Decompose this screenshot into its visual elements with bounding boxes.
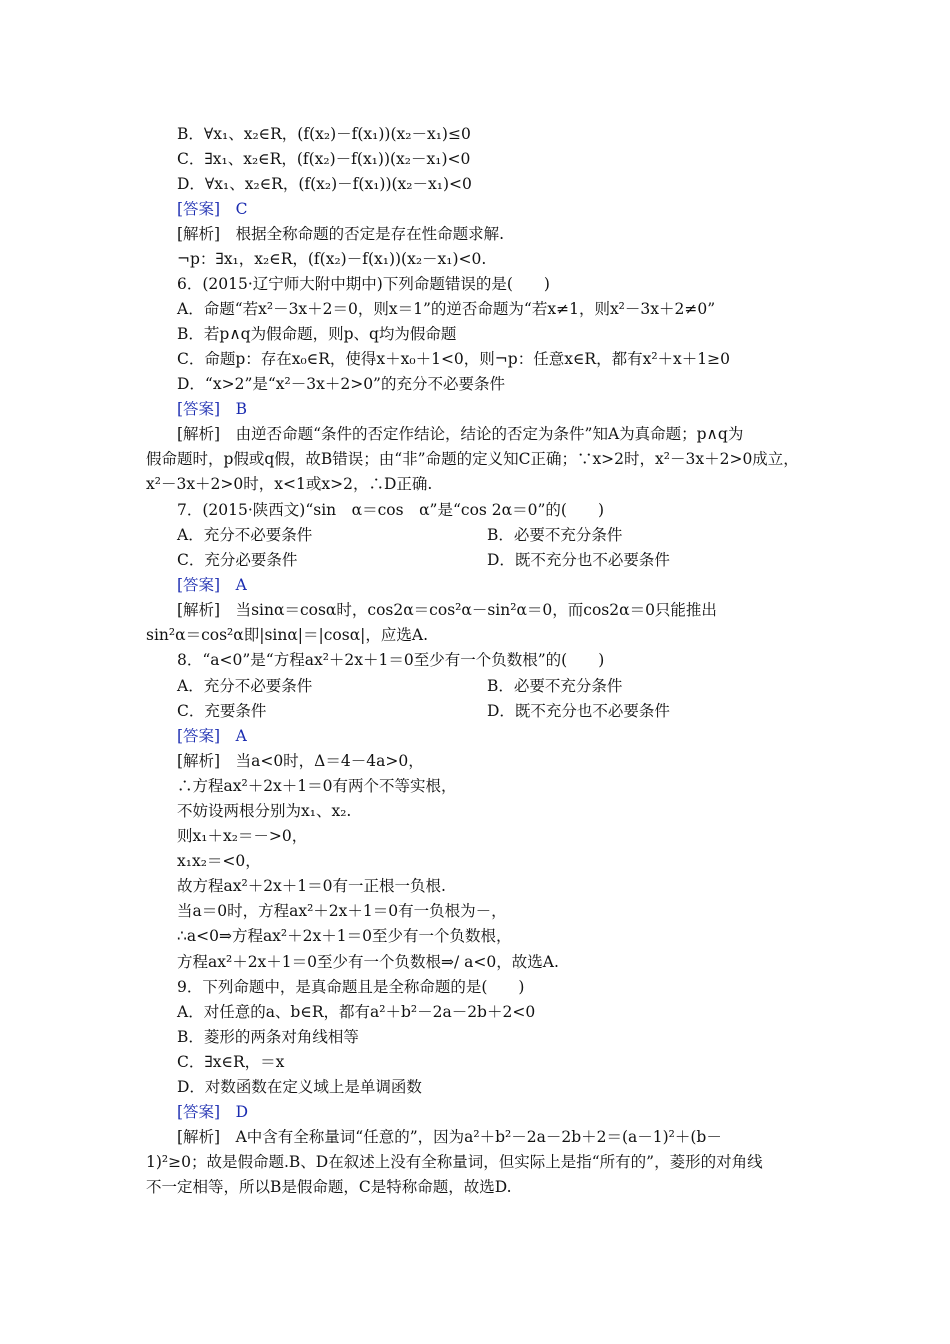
analysis-q7-line2: sin²α＝cos²α即|sinα|＝|cosα|，应选A. (146, 626, 429, 644)
option-b-q8: B．必要不充分条件 (487, 677, 623, 695)
question-9: 9．下列命题中，是真命题且是全称命题的是( ) (177, 978, 525, 996)
option-d-q7: D．既不充分也不必要条件 (487, 551, 670, 569)
option-a-q9: A．对任意的a、b∈R，都有a²＋b²－2a－2b＋2<0 (177, 1003, 536, 1021)
option-c-q6: C．命题p：存在x₀∈R，使得x＋x₀＋1<0，则¬p：任意x∈R，都有x²＋x＋1≥0 (177, 350, 730, 368)
answer-q9: [答案] D (177, 1103, 249, 1121)
option-a-q6: A．命题“若x²－3x＋2＝0，则x＝1”的逆否命题为“若x≠1，则x²－3x＋2≠0” (177, 300, 716, 318)
analysis-q9-line2: 1)²≥0；故是假命题.B、D在叙述上没有全称量词，但实际上是指“所有的”，菱形的对角线 (146, 1153, 763, 1171)
option-c-q8: C．充要条件 (177, 702, 267, 720)
analysis-q8-line7: 当a＝0时，方程ax²＋2x＋1＝0有一负根为－， (177, 902, 507, 920)
question-7: 7．(2015·陕西文)“sin α＝cos α”是“cos 2α＝0”的( ) (177, 501, 605, 519)
option-b-q9: B．菱形的两条对角线相等 (177, 1028, 359, 1046)
analysis-q8-line6: 故方程ax²＋2x＋1＝0有一正根一负根. (177, 877, 446, 895)
analysis-q8-line2: ∴方程ax²＋2x＋1＝0有两个不等实根， (177, 777, 457, 795)
option-c-q9: C．∃x∈R，＝x (177, 1053, 285, 1071)
analysis-q8-line3: 不妨设两根分别为x₁、x₂. (177, 802, 352, 820)
option-a-q7: A．充分不必要条件 (177, 526, 313, 544)
analysis-q9-line3: 不一定相等，所以B是假命题，C是特称命题，故选D. (146, 1178, 512, 1196)
option-b-q5: B．∀x₁、x₂∈R，(f(x₂)－f(x₁))(x₂－x₁)≤0 (177, 125, 471, 143)
option-d-q9: D．对数函数在定义域上是单调函数 (177, 1078, 422, 1096)
option-a-q8: A．充分不必要条件 (177, 677, 313, 695)
analysis-q6-line2: 假命题时，p假或q假，故B错误；由“非”命题的定义知C正确；∵x>2时，x²－3x＋2>0成立， (146, 450, 799, 468)
analysis-q8-line9: 方程ax²＋2x＋1＝0至少有一个负数根⇒/ a<0，故选A. (177, 953, 559, 971)
analysis-q8-line5: x₁x₂＝<0， (177, 852, 261, 870)
analysis-q7-line1: [解析] 当sinα＝cosα时，cos2α＝cos²α－sin²α＝0，而cos2α＝0只能推出 (177, 601, 717, 619)
option-d-q5: D．∀x₁、x₂∈R，(f(x₂)－f(x₁))(x₂－x₁)<0 (177, 175, 472, 193)
option-c-q5: C．∃x₁、x₂∈R，(f(x₂)－f(x₁))(x₂－x₁)<0 (177, 150, 471, 168)
option-c-q7: C．充分必要条件 (177, 551, 298, 569)
analysis-q8-line1: [解析] 当a<0时，Δ＝4－4a>0， (177, 752, 424, 770)
question-6: 6．(2015·辽宁师大附中期中)下列命题错误的是( ) (177, 275, 550, 293)
option-b-q7: B．必要不充分条件 (487, 526, 623, 544)
answer-q7: [答案] A (177, 576, 247, 594)
analysis-q6-line1: [解析] 由逆否命题“条件的否定作结论，结论的否定为条件”知A为真命题；p∧q为 (177, 425, 744, 443)
analysis-q5: [解析] 根据全称命题的否定是存在性命题求解. (177, 225, 505, 243)
answer-q8: [答案] A (177, 727, 247, 745)
analysis-q6-line3: x²－3x＋2>0时，x<1或x>2，∴D正确. (146, 475, 433, 493)
option-d-q6: D．“x>2”是“x²－3x＋2>0”的充分不必要条件 (177, 375, 505, 393)
option-d-q8: D．既不充分也不必要条件 (487, 702, 670, 720)
answer-q6: [答案] B (177, 400, 247, 418)
analysis-q9-line1: [解析] A中含有全称量词“任意的”，因为a²＋b²－2a－2b＋2＝(a－1)²＋(b－ (177, 1128, 722, 1146)
option-b-q6: B．若p∧q为假命题，则p、q均为假命题 (177, 325, 457, 343)
answer-q5: [答案] C (177, 200, 248, 218)
analysis-q8-line4: 则x₁＋x₂＝－>0， (177, 827, 308, 845)
analysis-q5-formula: ¬p：∃x₁，x₂∈R，(f(x₂)－f(x₁))(x₂－x₁)<0. (177, 250, 487, 268)
analysis-q8-line8: ∴a<0⇒方程ax²＋2x＋1＝0至少有一个负数根， (177, 927, 512, 945)
question-8: 8．“a<0”是“方程ax²＋2x＋1＝0至少有一个负数根”的( ) (177, 651, 605, 669)
